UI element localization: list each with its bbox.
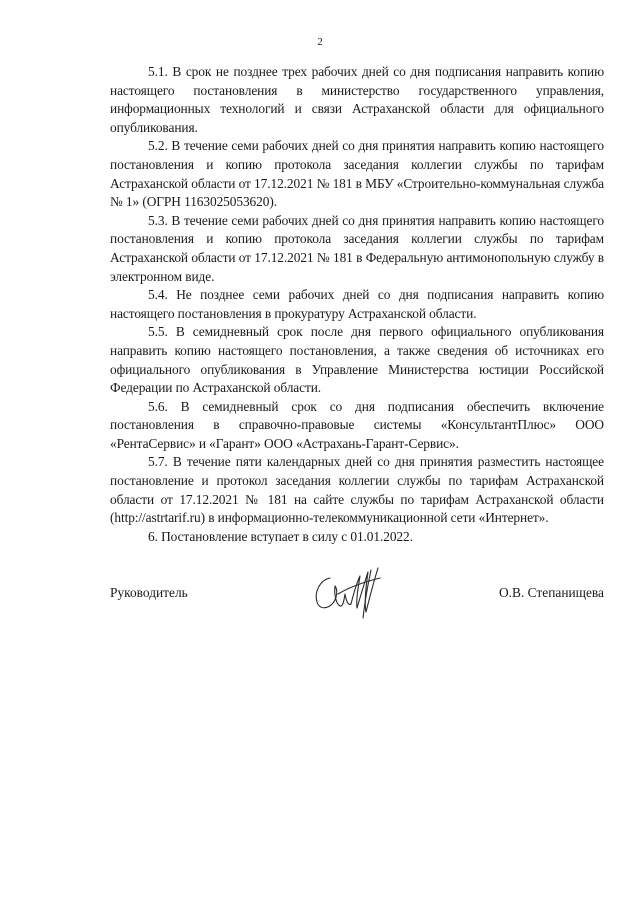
- paragraph-5-5: 5.5. В семидневный срок после дня первого официального опубликования направить копию настоящего постановления, а также сведения об источниках его официального опубликования в Управление Министерства юстиции Российской Федерации по Астраханской области.: [110, 324, 604, 396]
- handwritten-signature: [308, 558, 388, 626]
- paragraph-5-6: 5.6. В семидневный срок со дня подписания обеспечить включение постановления в справочно-правовые системы «КонсультантПлюс» ООО «РентаСервис» и «Гарант» ООО «Астрахань-Гарант-Сервис».: [110, 398, 604, 451]
- document-body: [110, 63, 604, 546]
- signer-name: О.В. Степанищева: [499, 585, 604, 600]
- paragraph-5-7: 5.7. В течение пяти календарных дней со дня принятия разместить настоящее постановление и протокол заседания коллегии службы по тарифам Астраханской области от 17.12.2021 № 181 на сайте службы по тарифам Астраханской области (http://astrtarif.ru) в информационно-телекоммуникационной сети «Интернет».: [110, 454, 604, 526]
- paragraph-5-1: 5.1. В срок не позднее трех рабочих дней со дня подписания направить копию настоящего постановления в министерство государственного управления, информационных технологий и связи Астраханской области для официального опубликования.: [110, 64, 604, 135]
- paragraph-5-4: 5.4. Не позднее семи рабочих дней со дня подписания направить копию настоящего постановления в прокуратуру Астраханской области.: [110, 287, 604, 321]
- signature-block: [110, 560, 604, 640]
- paragraph-5-3: 5.3. В течение семи рабочих дней со дня принятия направить копию настоящего постановления и копию протокола заседания коллегии службы по тарифам Астраханской области от 17.12.2021 № 181 в Федеральную антимонопольную службу в электронном виде.: [110, 212, 604, 284]
- paragraph-6: 6. Постановление вступает в силу с 01.01.2022.: [148, 528, 413, 544]
- paragraph-5-2: 5.2. В течение семи рабочих дней со дня принятия направить копию настоящего постановления и копию протокола заседания коллегии службы по тарифам Астраханской области от 17.12.2021 № 181 в МБУ «Строительно-коммунальная служба № 1» (ОГРН 1163025053620).: [110, 138, 604, 210]
- signer-position: Руководитель: [110, 585, 188, 600]
- page-number: 2: [317, 36, 323, 48]
